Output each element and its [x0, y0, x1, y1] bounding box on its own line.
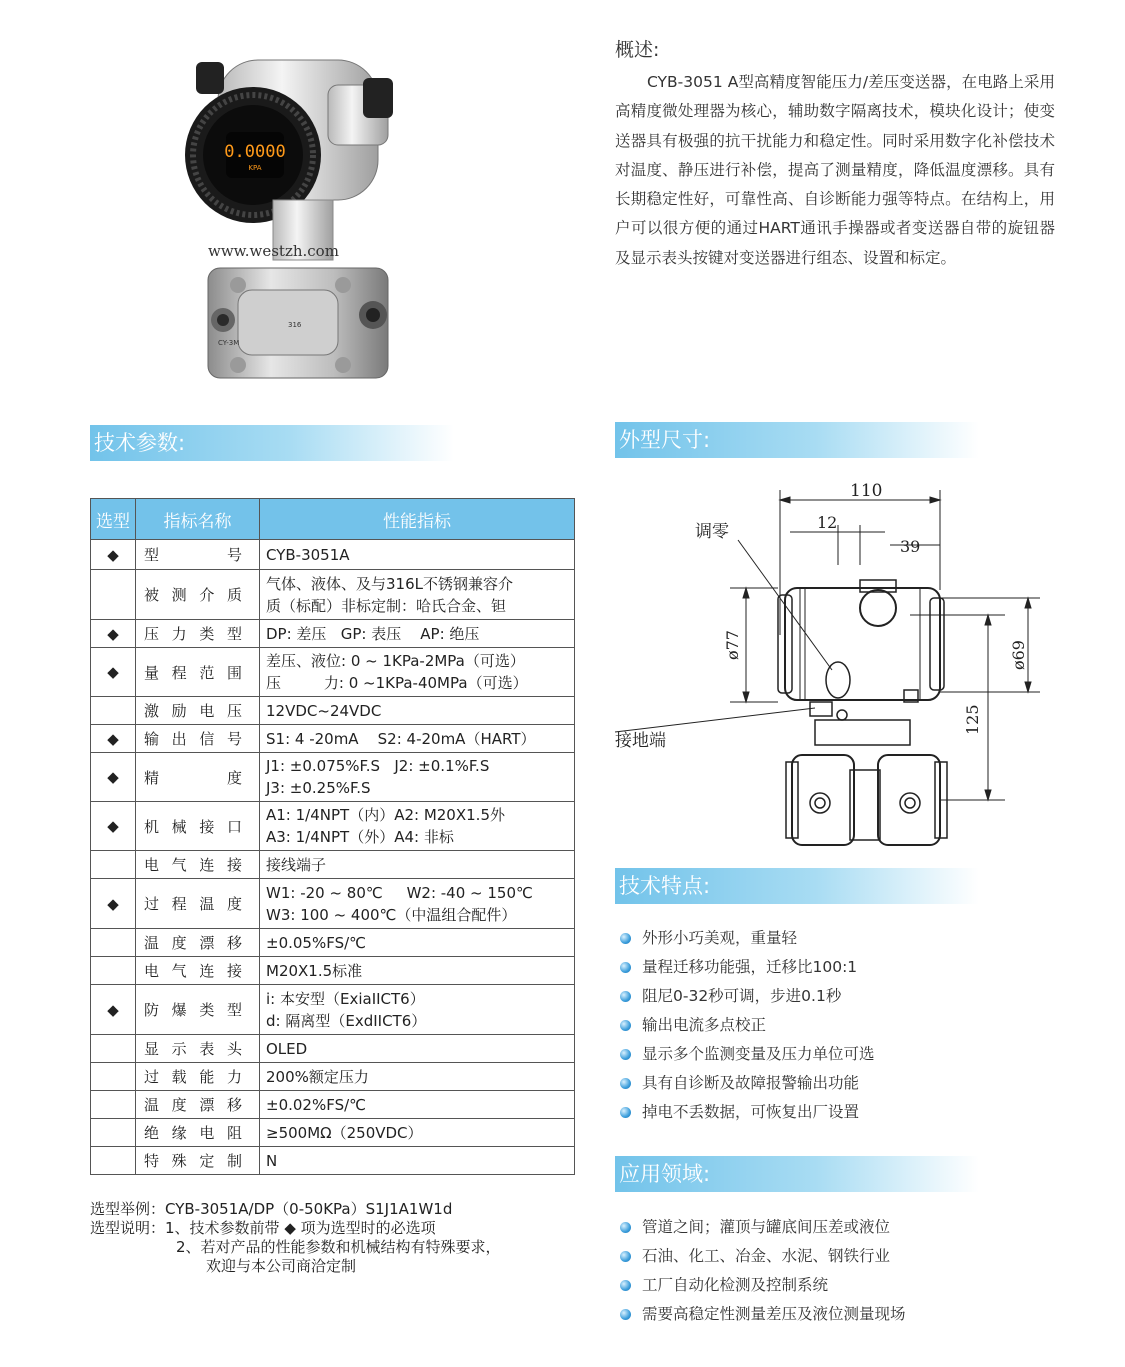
spec-value-line: N [266, 1151, 278, 1170]
spec-name: 电气连接 [144, 856, 242, 874]
spec-value-line: J1: ±0.075%F.S J2: ±0.1%F.S [266, 757, 490, 775]
spec-name: 型号 [144, 546, 242, 564]
spec-name: 机械接口 [144, 817, 242, 836]
feature-item-text: 输出电流多点校正 [642, 1016, 767, 1034]
section-applications: 应用领域: [615, 1156, 979, 1192]
spec-row [91, 753, 575, 802]
bullet-icon [620, 1309, 631, 1320]
features-list [620, 924, 875, 1127]
spec-value-line: ≥500MΩ（250VDC） [266, 1123, 423, 1142]
product-photo [178, 30, 418, 390]
select-marker [91, 1147, 136, 1175]
spec-name: 防爆类型 [144, 1001, 242, 1019]
spec-name-cell [136, 1035, 260, 1063]
bullet-icon [620, 1280, 631, 1291]
select-marker [91, 1063, 136, 1091]
spec-name: 绝缘电阻 [144, 1124, 242, 1142]
spec-value-line: A3: 1/4NPT（外）A4: 非标 [266, 828, 454, 846]
watermark-text: www.westzh.com [208, 242, 339, 260]
feature-item-text: 量程迁移功能强，迁移比100:1 [642, 958, 858, 976]
select-marker: ◆ [91, 802, 136, 851]
spec-value-cell [260, 540, 575, 570]
spec-name-cell [136, 648, 260, 697]
spec-name-cell [136, 985, 260, 1035]
spec-value-line: M20X1.5标准 [266, 961, 363, 980]
selection-notes [90, 1200, 501, 1276]
selection-explain-2: 2、若对产品的性能参数和机械结构有特殊要求， [176, 1238, 501, 1256]
dim-width-total: 110 [850, 481, 883, 501]
spec-table [90, 498, 575, 1175]
bullet-icon [620, 1049, 631, 1060]
feature-item [620, 1069, 875, 1098]
spec-row [91, 570, 575, 620]
spec-row [91, 620, 575, 648]
spec-value-cell [260, 802, 575, 851]
spec-value-cell [260, 725, 575, 753]
dim-offset-a: 12 [817, 513, 838, 532]
spec-row [91, 851, 575, 879]
spec-row [91, 1147, 575, 1175]
spec-value-cell [260, 753, 575, 802]
feature-item [620, 924, 875, 953]
applications-list [620, 1213, 906, 1329]
selection-explain-1: 选型说明：1、技术参数前带 ◆ 项为选型时的必选项 [90, 1219, 436, 1237]
spec-row [91, 697, 575, 725]
display-value: 0.0000 [224, 142, 286, 162]
select-marker: ◆ [91, 540, 136, 570]
spec-value-line: 12VDC~24VDC [266, 701, 382, 720]
dimension-drawing [610, 470, 1060, 860]
select-marker: ◆ [91, 620, 136, 648]
spec-value-line: DP: 差压 GP: 表压 AP: 绝压 [266, 624, 480, 643]
label-zero-adjust: 调零 [695, 522, 729, 542]
select-marker [91, 570, 136, 620]
label-ground-terminal: 接地端 [615, 731, 666, 751]
spec-value-line: 差压、液位: 0 ~ 1KPa-2MPa（可选） [266, 652, 525, 670]
spec-value-line: S1: 4 -20mA S2: 4-20mA（HART） [266, 729, 536, 748]
spec-value-cell [260, 697, 575, 725]
dim-diameter-left: ø77 [723, 630, 742, 660]
overview-title: 概述: [615, 39, 660, 61]
spec-value-cell [260, 570, 575, 620]
spec-name: 激励电压 [144, 702, 242, 720]
bullet-icon [620, 991, 631, 1002]
feature-item-text: 具有自诊断及故障报警输出功能 [642, 1074, 860, 1092]
feature-item [620, 953, 875, 982]
spec-name-cell [136, 1063, 260, 1091]
spec-row [91, 929, 575, 957]
application-item [620, 1271, 906, 1300]
spec-name-cell [136, 570, 260, 620]
spec-value-line: 气体、液体、及与316L不锈钢兼容介 [266, 574, 513, 593]
spec-name-cell [136, 540, 260, 570]
spec-name-cell [136, 753, 260, 802]
spec-value-cell [260, 1063, 575, 1091]
spec-name-cell [136, 620, 260, 648]
overview-body: CYB-3051 A型高精度智能压力/差压变送器，在电路上采用高精度微处理器为核心，辅助数字隔离技术，模块化设计；使变送器具有极强的抗干扰能力和稳定性。同时采用数字化补偿技术对温度、静压进行补偿，提高了测量精度，降低温度漂移。具有长期稳定性好，可靠性高、自诊断能力强等特点。在结构上，用户可以很方便的通过HART通讯手操器或者变送器自带的旋钮器及显示表头按键对变送器进行组态、设置和标定。 [615, 73, 1055, 267]
select-marker [91, 851, 136, 879]
spec-name: 输出信号 [144, 730, 242, 748]
select-marker [91, 957, 136, 985]
spec-header-row [91, 499, 575, 540]
spec-name: 温度漂移 [144, 1096, 242, 1114]
select-marker [91, 1035, 136, 1063]
spec-value-cell [260, 957, 575, 985]
section-tech-params: 技术参数: [90, 425, 454, 461]
spec-value-line: CYB-3051A [266, 545, 350, 564]
selection-explain-3: 欢迎与本公司商洽定制 [206, 1257, 357, 1275]
spec-name: 量程范围 [144, 663, 242, 682]
application-item [620, 1300, 906, 1329]
spec-name-cell [136, 725, 260, 753]
body-mark-1: CY-3M [218, 339, 240, 347]
spec-name-cell [136, 1091, 260, 1119]
spec-value-line: d: 隔离型（ExdIICT6） [266, 1011, 427, 1030]
selection-example: 选型举例：CYB-3051A/DP（0-50KPa）S1J1A1W1d [90, 1200, 453, 1218]
select-marker [91, 929, 136, 957]
spec-value-cell [260, 1091, 575, 1119]
select-marker: ◆ [91, 648, 136, 697]
spec-row [91, 957, 575, 985]
spec-row [91, 985, 575, 1035]
feature-item-text: 显示多个监测变量及压力单位可选 [642, 1045, 875, 1063]
application-item [620, 1242, 906, 1271]
select-marker: ◆ [91, 879, 136, 929]
spec-name: 精度 [144, 768, 242, 787]
col-header-name: 指标名称 [136, 499, 260, 540]
spec-row [91, 879, 575, 929]
section-features: 技术特点: [615, 868, 979, 904]
spec-name-cell [136, 1147, 260, 1175]
application-item-text: 需要高稳定性测量差压及液位测量现场 [642, 1305, 906, 1323]
application-item-text: 石油、化工、冶金、水泥、钢铁行业 [642, 1247, 891, 1265]
dim-height: 125 [963, 704, 982, 735]
spec-value-line: A1: 1/4NPT（内）A2: M20X1.5外 [266, 806, 505, 824]
bullet-icon [620, 962, 631, 973]
dim-diameter-right: ø69 [1009, 640, 1028, 670]
spec-name: 特殊定制 [144, 1152, 242, 1170]
bullet-icon [620, 1020, 631, 1031]
spec-name-cell [136, 697, 260, 725]
spec-row [91, 1119, 575, 1147]
spec-value-line: ±0.05%FS/℃ [266, 933, 367, 952]
spec-value-line: W3: 100 ~ 400℃（中温组合配件） [266, 905, 517, 924]
feature-item-text: 外形小巧美观，重量轻 [642, 929, 798, 947]
feature-item-text: 掉电不丢数据，可恢复出厂设置 [642, 1103, 860, 1121]
select-marker: ◆ [91, 753, 136, 802]
spec-value-line: J3: ±0.25%F.S [266, 779, 371, 797]
spec-name: 过载能力 [144, 1068, 242, 1086]
spec-name: 显示表头 [144, 1040, 242, 1058]
spec-name: 温度漂移 [144, 934, 242, 952]
spec-value-cell [260, 620, 575, 648]
select-marker [91, 697, 136, 725]
select-marker: ◆ [91, 725, 136, 753]
body-mark-2: 316 [288, 321, 302, 329]
bullet-icon [620, 1222, 631, 1233]
select-marker [91, 1119, 136, 1147]
spec-name-cell [136, 851, 260, 879]
spec-value-line: OLED [266, 1039, 308, 1058]
feature-item [620, 982, 875, 1011]
explain-label: 选型说明： [90, 1219, 166, 1237]
spec-value-cell [260, 1147, 575, 1175]
spec-value-cell [260, 1119, 575, 1147]
display-unit: KPA [248, 164, 262, 172]
spec-value-cell [260, 1035, 575, 1063]
bullet-icon [620, 1078, 631, 1089]
spec-value-cell [260, 648, 575, 697]
bullet-icon [620, 1107, 631, 1118]
spec-value-cell [260, 851, 575, 879]
spec-row [91, 802, 575, 851]
spec-value-line: W1: -20 ~ 80℃ W2: -40 ~ 150℃ [266, 883, 533, 902]
bullet-icon [620, 933, 631, 944]
spec-name: 压力类型 [144, 625, 242, 643]
spec-name: 被测介质 [144, 586, 242, 604]
spec-value-line: i: 本安型（ExiaIICT6） [266, 989, 425, 1008]
spec-row [91, 1091, 575, 1119]
spec-row [91, 725, 575, 753]
feature-item [620, 1040, 875, 1069]
spec-value-line: 压 力: 0 ~1KPa-40MPa（可选） [266, 674, 528, 692]
col-header-select: 选型 [91, 499, 136, 540]
spec-name-cell [136, 929, 260, 957]
spec-value-line: 200%额定压力 [266, 1067, 369, 1086]
feature-item-text: 阻尼0-32秒可调，步进0.1秒 [642, 987, 842, 1005]
spec-name-cell [136, 802, 260, 851]
spec-name: 电气连接 [144, 962, 242, 980]
spec-value-line: 质（标配）非标定制：哈氏合金、钽 [266, 596, 507, 615]
spec-value-cell [260, 879, 575, 929]
spec-value-cell [260, 985, 575, 1035]
feature-item [620, 1098, 875, 1127]
feature-item [620, 1011, 875, 1040]
section-dimensions: 外型尺寸: [615, 422, 979, 458]
spec-name-cell [136, 1119, 260, 1147]
col-header-value: 性能指标 [260, 499, 575, 540]
spec-row [91, 1035, 575, 1063]
spec-row [91, 648, 575, 697]
select-marker [91, 1091, 136, 1119]
spec-name: 过程温度 [144, 895, 242, 913]
spec-row [91, 1063, 575, 1091]
spec-name-cell [136, 879, 260, 929]
spec-value-line: 接线端子 [266, 855, 327, 874]
spec-row [91, 540, 575, 570]
application-item-text: 工厂自动化检测及控制系统 [642, 1276, 829, 1294]
spec-value-cell [260, 929, 575, 957]
spec-name-cell [136, 957, 260, 985]
spec-value-line: ±0.02%FS/℃ [266, 1095, 367, 1114]
select-marker: ◆ [91, 985, 136, 1035]
application-item [620, 1213, 906, 1242]
bullet-icon [620, 1251, 631, 1262]
dim-offset-b: 39 [900, 537, 921, 556]
application-item-text: 管道之间；灌顶与罐底间压差或液位 [642, 1218, 891, 1236]
